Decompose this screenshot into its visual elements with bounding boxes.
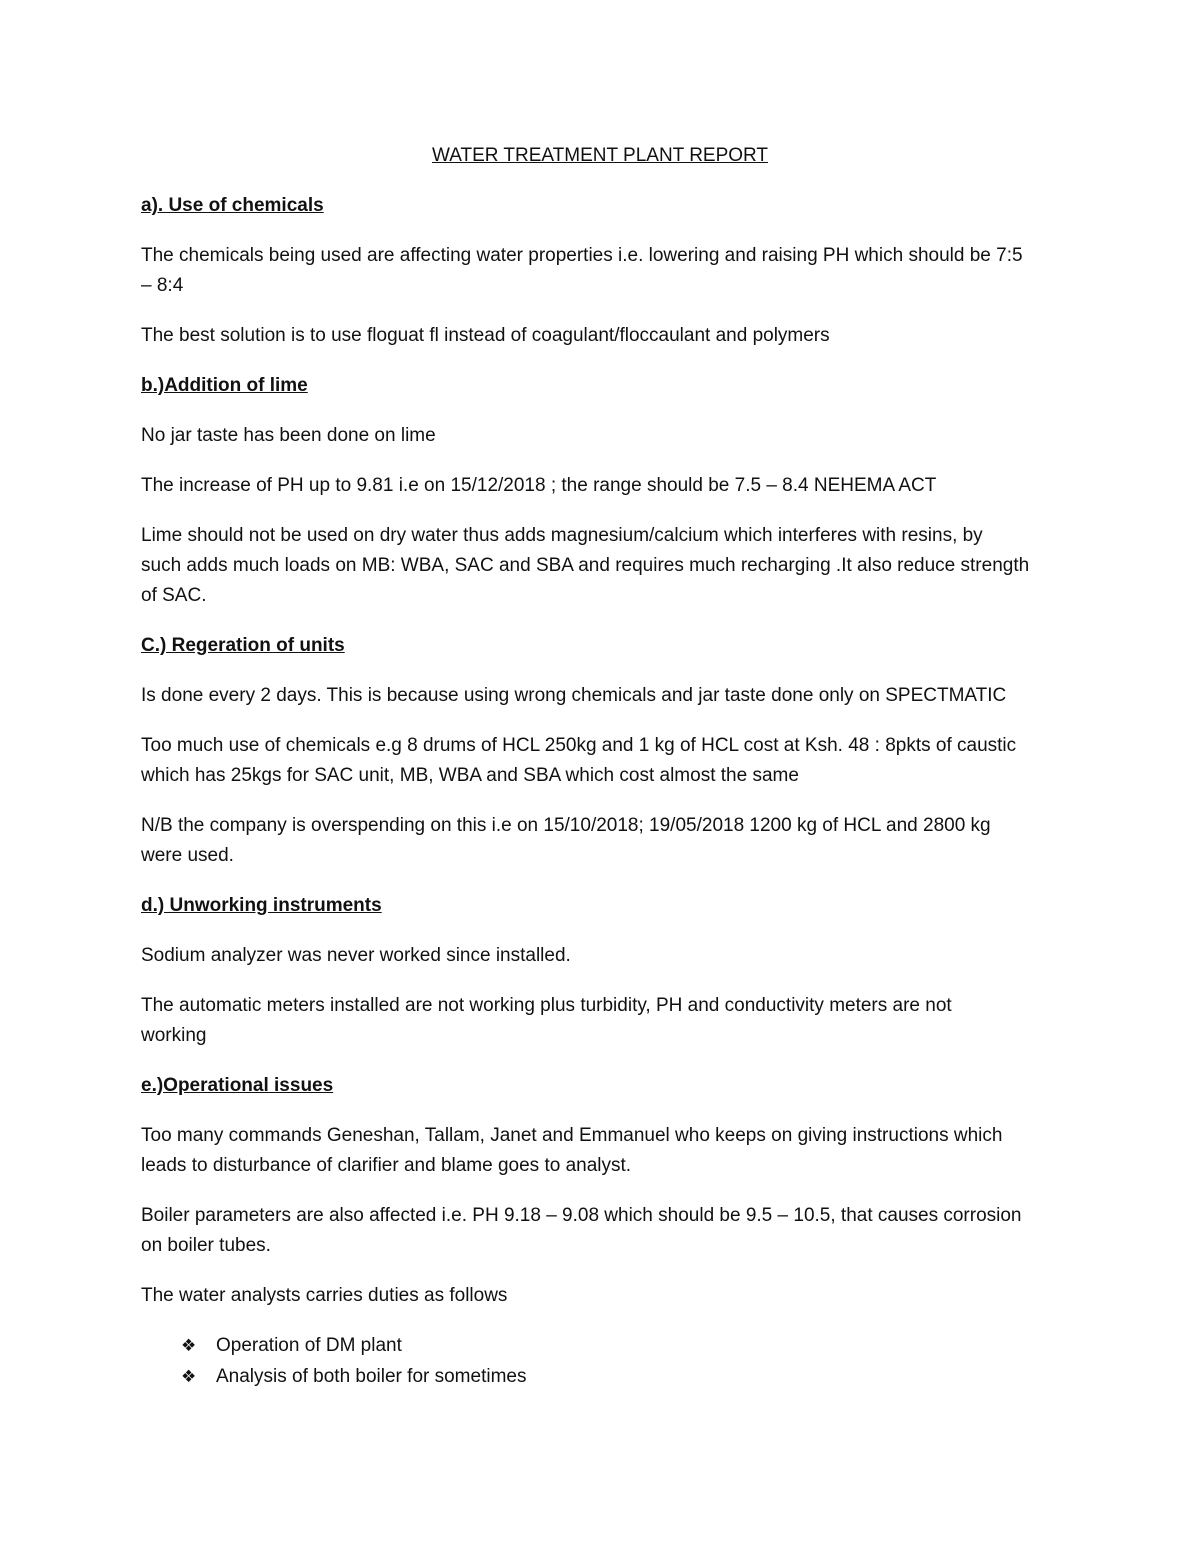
section-b-heading: b.)Addition of lime (141, 375, 308, 396)
section-d-paragraph-2-line-1: The automatic meters installed are not working plus turbidity, PH and conductivity meters are not (141, 995, 952, 1016)
section-e-paragraph-2-line-2: on boiler tubes. (141, 1235, 271, 1256)
section-c-paragraph-2-line-2: which has 25kgs for SAC unit, MB, WBA and SBA which cost almost the same (141, 765, 799, 786)
bullet-item: Analysis of both boiler for sometimes (216, 1366, 527, 1387)
section-e-paragraph-2-line-1: Boiler parameters are also affected i.e. PH 9.18 – 9.08 which should be 9.5 – 10.5, that causes corrosion (141, 1205, 1022, 1226)
section-b-paragraph-1: No jar taste has been done on lime (141, 425, 436, 446)
bullet-item: Operation of DM plant (216, 1335, 402, 1356)
section-d-heading: d.) Unworking instruments (141, 895, 382, 916)
section-c-paragraph-3-line-1: N/B the company is overspending on this i.e on 15/10/2018; 19/05/2018 1200 kg of HCL and 2800 kg (141, 815, 991, 836)
section-b-paragraph-3-line-1: Lime should not be used on dry water thus adds magnesium/calcium which interferes with resins, by (141, 525, 983, 546)
section-e-heading: e.)Operational issues (141, 1075, 334, 1096)
section-c-paragraph-3-line-2: were used. (141, 845, 234, 866)
section-a-paragraph-1-line-2: – 8:4 (141, 275, 184, 296)
bullet-icon: ❖ (181, 1367, 197, 1386)
section-d-paragraph-1: Sodium analyzer was never worked since installed. (141, 945, 571, 966)
section-e-paragraph-1-line-2: leads to disturbance of clarifier and blame goes to analyst. (141, 1155, 632, 1176)
section-c-heading: C.) Regeration of units (141, 635, 345, 656)
section-b-paragraph-3-line-3: of SAC. (141, 585, 207, 606)
document-title: WATER TREATMENT PLANT REPORT (431, 145, 769, 166)
bullet-icon: ❖ (181, 1336, 197, 1355)
section-d-paragraph-2-line-2: working (141, 1025, 207, 1046)
section-b-paragraph-3-line-2: such adds much loads on MB: WBA, SAC and SBA and requires much recharging .It also reduce strength (141, 555, 1030, 576)
section-c-paragraph-1: Is done every 2 days. This is because using wrong chemicals and jar taste done only on SPECTMATIC (141, 685, 1007, 706)
section-a-heading: a). Use of chemicals (141, 195, 324, 216)
section-c-paragraph-2-line-1: Too much use of chemicals e.g 8 drums of HCL 250kg and 1 kg of HCL cost at Ksh. 48 : 8pkts of caustic (141, 735, 1017, 756)
section-a-paragraph-2: The best solution is to use floguat fl instead of coagulant/floccaulant and polymers (141, 325, 830, 346)
section-b-paragraph-2: The increase of PH up to 9.81 i.e on 15/12/2018 ; the range should be 7.5 – 8.4 NEHEMA ACT (141, 475, 937, 496)
section-e-paragraph-3: The water analysts carries duties as follows (141, 1285, 508, 1306)
section-a-paragraph-1-line-1: The chemicals being used are affecting water properties i.e. lowering and raising PH which should be 7:5 (141, 245, 1023, 266)
section-e-paragraph-1-line-1: Too many commands Geneshan, Tallam, Janet and Emmanuel who keeps on giving instructions which (141, 1125, 1003, 1146)
